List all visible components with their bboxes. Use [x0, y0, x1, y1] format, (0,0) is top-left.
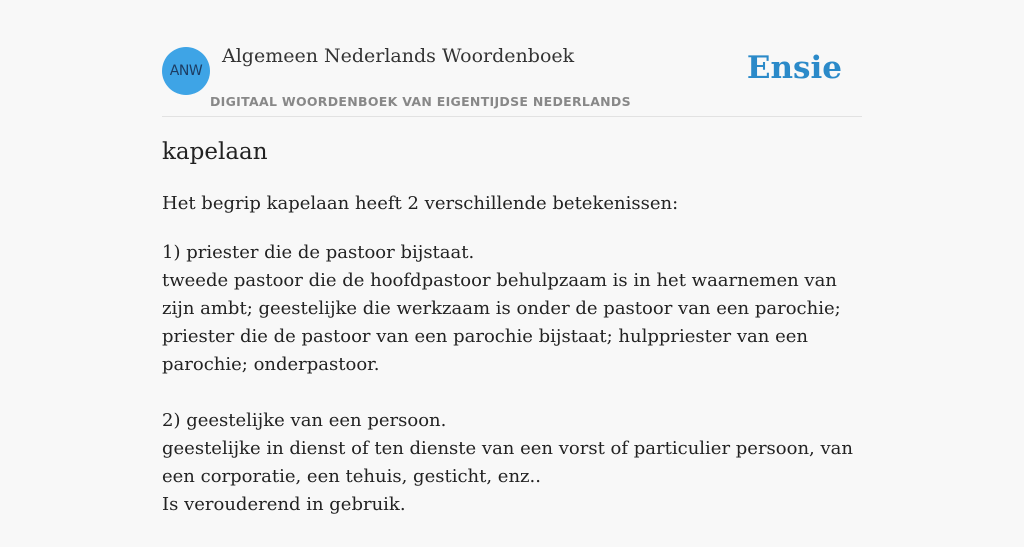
- site-title[interactable]: Algemeen Nederlands Woordenboek: [222, 45, 575, 67]
- page: [162, 0, 862, 515]
- meanings-list: [162, 239, 862, 547]
- meaning-definition: geestelijke in dienst of ten dienste van een vorst of particulier persoon, van een corporatie, een tehuis, gesticht, enz..: [162, 438, 853, 487]
- meaning-item: [162, 239, 862, 379]
- site-subtitle: DIGITAAL WOORDENBOEK VAN EIGENTIJDSE NEDERLANDS: [210, 94, 631, 109]
- entry-intro: Het begrip kapelaan heeft 2 verschillende betekenissen:: [162, 193, 679, 214]
- site-header: [162, 0, 862, 117]
- meaning-definition: tweede pastoor die de hoofdpastoor behulpzaam is in het waarnemen van zijn ambt; geestelijke die werkzaam is onder de pastoor van een parochie; priester die de pastoor van een parochie bijstaat; hulppriester van een parochie; onderpastoor.: [162, 270, 841, 375]
- meaning-heading: 1) priester die de pastoor bijstaat.: [162, 242, 475, 263]
- meaning-heading: 2) geestelijke van een persoon.: [162, 410, 447, 431]
- anw-logo[interactable]: ANW: [162, 47, 210, 95]
- ensie-logo-link[interactable]: Ensie: [746, 50, 842, 86]
- meaning-item: [162, 407, 862, 519]
- entry-word: kapelaan: [162, 139, 268, 165]
- meaning-usage-note: Is verouderend in gebruik.: [162, 494, 406, 515]
